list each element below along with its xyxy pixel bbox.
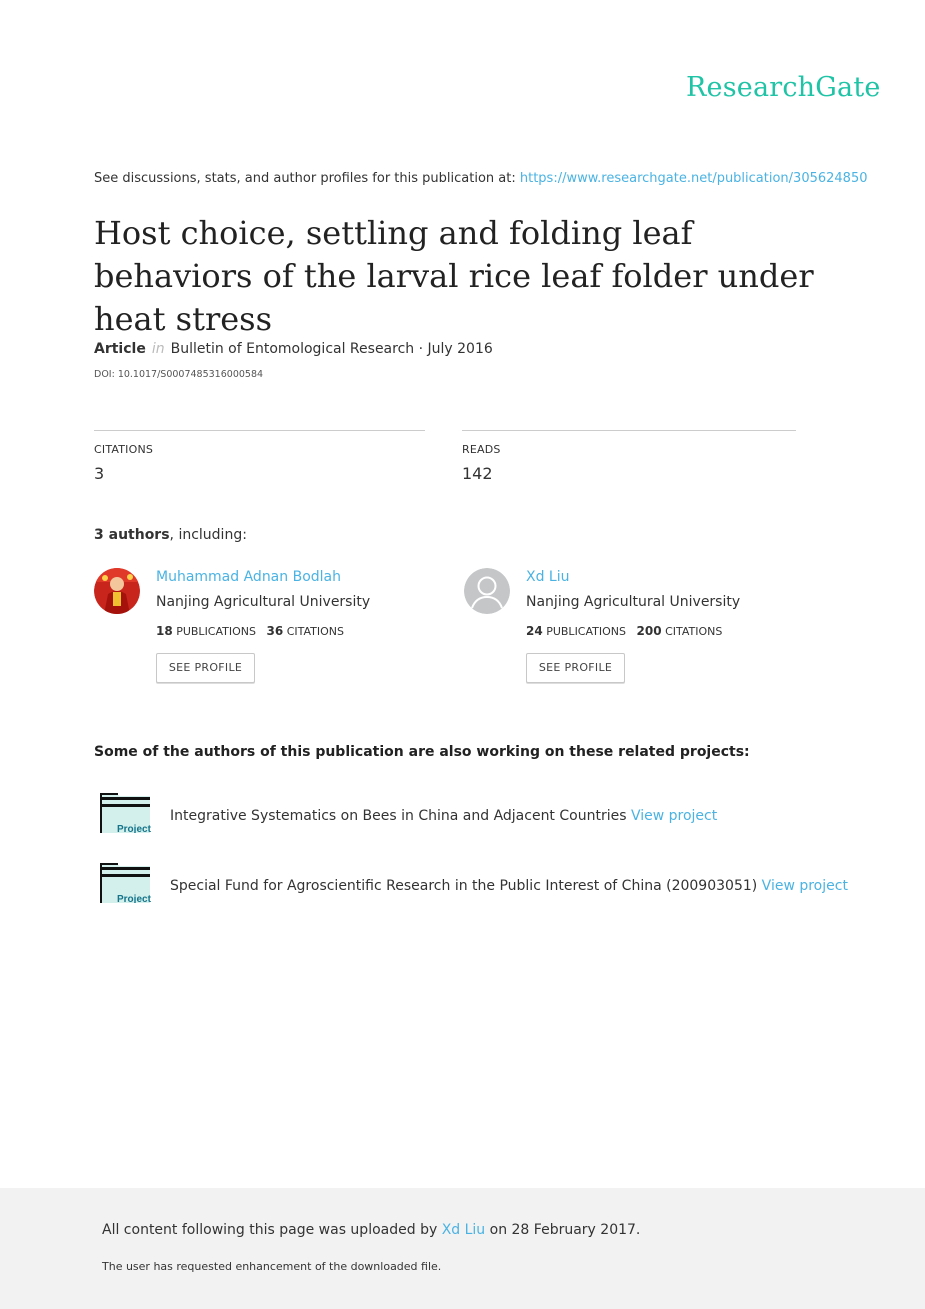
upload-info — [102, 1222, 640, 1238]
authors-suffix: , including: — [169, 527, 247, 543]
project-2 — [170, 878, 848, 894]
author-2-institution: Nanjing Agricultural University — [526, 594, 741, 610]
author-1-publications-label: PUBLICATIONS — [176, 625, 256, 638]
project-1 — [170, 808, 717, 824]
author-1-citations-label: CITATIONS — [286, 625, 344, 638]
publication-meta — [94, 341, 493, 357]
citations-value: 3 — [94, 464, 105, 483]
project-2-title: Special Fund for Agroscientific Research in the Public Interest of China (200903051) — [170, 878, 758, 894]
project-2-icon-label: Project — [117, 894, 151, 903]
author-1-name[interactable]: Muhammad Adnan Bodlah — [156, 569, 341, 585]
project-1-view-link[interactable]: View project — [630, 808, 718, 824]
authors-count: 3 authors — [94, 527, 170, 543]
uploader-link[interactable]: Xd Liu — [441, 1222, 486, 1238]
citations-divider — [94, 430, 425, 431]
author-1-stats — [156, 624, 344, 638]
enhancement-note: The user has requested enhancement of the downloaded file. — [102, 1260, 442, 1273]
author-2-publications-label: PUBLICATIONS — [546, 625, 626, 638]
author-2-citations-count: 200 — [636, 624, 662, 638]
author-1-photo — [94, 568, 140, 614]
upload-prefix: All content following this page was uploaded by — [102, 1222, 438, 1238]
reads-label: READS — [462, 443, 501, 456]
venue-date: Bulletin of Entomological Research · July 2016 — [170, 341, 493, 357]
project-2-folder-icon — [99, 862, 151, 903]
discussion-line — [94, 171, 868, 186]
author-2-citations-label: CITATIONS — [665, 625, 723, 638]
project-1-icon-label: Project — [117, 824, 151, 833]
author-2-see-profile-button[interactable]: SEE PROFILE — [526, 653, 625, 683]
reads-divider — [462, 430, 796, 431]
doi: DOI: 10.1017/S0007485316000584 — [94, 369, 264, 380]
projects-heading: Some of the authors of this publication are also working on these related projects: — [94, 744, 750, 760]
author-2-stats — [526, 624, 722, 638]
publication-type: Article — [94, 341, 146, 357]
researchgate-logo[interactable]: ResearchGate — [686, 72, 881, 103]
author-1-publications-count: 18 — [156, 624, 173, 638]
publication-url-link[interactable]: https://www.researchgate.net/publication/305624850 — [519, 171, 868, 186]
citations-label: CITATIONS — [94, 443, 154, 456]
discussion-prefix: See discussions, stats, and author profiles for this publication at: — [94, 171, 516, 186]
authors-heading — [94, 527, 247, 543]
author-2-publications-count: 24 — [526, 624, 543, 638]
project-1-folder-icon — [99, 792, 151, 833]
publication-title: Host choice, settling and folding leaf behaviors of the larval rice leaf folder under heat stress — [94, 214, 814, 338]
in-word: in — [151, 341, 165, 357]
author-2-avatar[interactable] — [464, 568, 510, 614]
project-2-view-link[interactable]: View project — [761, 878, 848, 894]
author-1-institution: Nanjing Agricultural University — [156, 594, 371, 610]
user-placeholder-icon — [464, 568, 510, 614]
author-2-name[interactable]: Xd Liu — [526, 569, 570, 585]
author-1-citations-count: 36 — [266, 624, 284, 638]
author-1-see-profile-button[interactable]: SEE PROFILE — [156, 653, 255, 683]
footer-panel — [0, 1188, 925, 1309]
author-1-avatar[interactable] — [94, 568, 140, 614]
project-1-title: Integrative Systematics on Bees in China and Adjacent Countries — [170, 808, 627, 824]
reads-value: 142 — [462, 464, 493, 483]
upload-suffix: on 28 February 2017. — [489, 1222, 641, 1238]
